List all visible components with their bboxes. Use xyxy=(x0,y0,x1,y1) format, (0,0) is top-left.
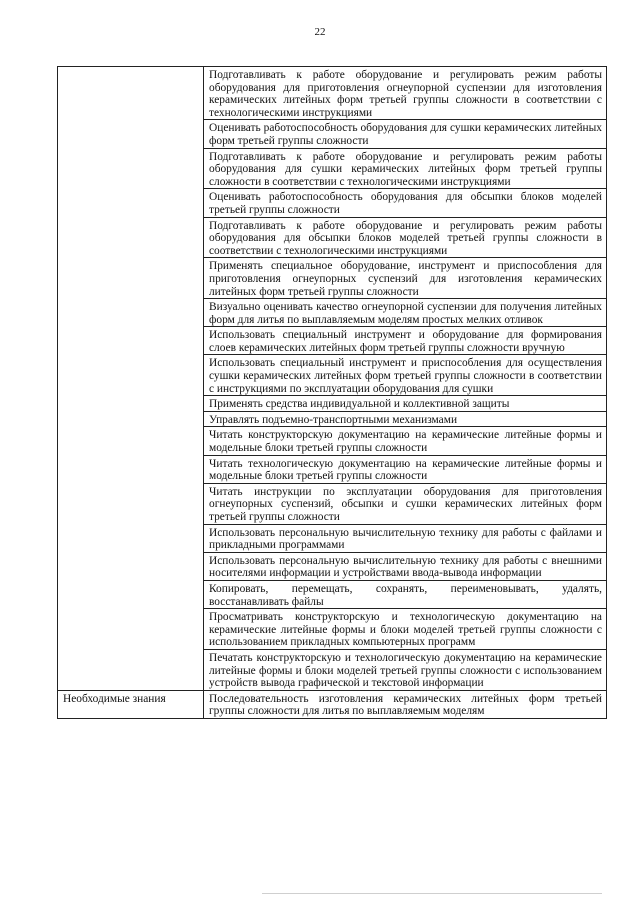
skill-item: Печатать конструкторскую и технологическую документацию на керамические литейные формы и блоки моделей третьей группы сложности с использованием устройств вывода графической и текстовой информации xyxy=(204,649,607,690)
skill-item: Применять специальное оборудование, инструмент и приспособления для приготовления огнеупорных суспензий для изготовления керамических литейных форм третьей группы сложности xyxy=(204,258,607,299)
skill-item: Подготавливать к работе оборудование и регулировать режим работы оборудования для приготовления огнеупорной суспензии для изготовления керамических литейных форм третьей группы сложности в соответствии с технологическими инструкциями xyxy=(204,67,607,120)
skill-item: Подготавливать к работе оборудование и регулировать режим работы оборудования для обсыпки блоков моделей третьей группы сложности в соответствии с технологическими инструкциями xyxy=(204,217,607,258)
skill-item: Копировать, перемещать, сохранять, переименовывать, удалять, восстанавливать файлы xyxy=(204,580,607,608)
table-row xyxy=(58,690,607,718)
skill-item: Оценивать работоспособность оборудования для сушки керамических литейных форм третьей группы сложности xyxy=(204,120,607,148)
skill-item: Использовать специальный инструмент и оборудование для формирования слоев керамических литейных форм третьей группы сложности вручную xyxy=(204,327,607,355)
skill-item: Подготавливать к работе оборудование и регулировать режим работы оборудования для сушки керамических литейных форм третьей группы сложности в соответствии с технологическими инструкциями xyxy=(204,148,607,189)
skill-item: Читать технологическую документацию на керамические литейные формы и модельные блоки третьей группы сложности xyxy=(204,455,607,483)
skill-item: Использовать персональную вычислительную технику для работы с файлами и прикладными программами xyxy=(204,524,607,552)
requirements-table xyxy=(57,66,607,719)
skill-item: Оценивать работоспособность оборудования для обсыпки блоков моделей третьей группы сложности xyxy=(204,189,607,217)
skill-item: Использовать специальный инструмент и приспособления для осуществления сушки керамических литейных форм третьей группы сложности в соответствии с инструкциями по эксплуатации оборудования для сушки xyxy=(204,355,607,396)
skill-item: Визуально оценивать качество огнеупорной суспензии для получения литейных форм для литья по выплавляемым моделям простых мелких отливок xyxy=(204,299,607,327)
skill-item: Использовать персональную вычислительную технику для работы с внешними носителями информации и устройствами ввода-вывода информации xyxy=(204,552,607,580)
bottom-scan-line xyxy=(262,893,602,894)
skill-item: Читать инструкции по эксплуатации оборудования для приготовления огнеупорных суспензий, обсыпки и сушки керамических литейных форм третьей группы сложности xyxy=(204,483,607,524)
skill-item: Просматривать конструкторскую и технологическую документацию на керамические литейные формы и блоки моделей третьей группы сложности с использованием прикладных компьютерных программ xyxy=(204,609,607,650)
table-row xyxy=(58,67,607,120)
knowledge-item: Последовательность изготовления керамических литейных форм третьей группы сложности для литья по выплавляемым моделям xyxy=(204,690,607,718)
skill-item: Читать конструкторскую документацию на керамические литейные формы и модельные блоки третьей группы сложности xyxy=(204,427,607,455)
empty-header-cell xyxy=(58,67,204,691)
knowledge-header-cell: Необходимые знания xyxy=(58,690,204,718)
skill-item: Применять средства индивидуальной и коллективной защиты xyxy=(204,396,607,412)
page-number: 22 xyxy=(314,26,326,38)
skill-item: Управлять подъемно-транспортными механизмами xyxy=(204,411,607,427)
